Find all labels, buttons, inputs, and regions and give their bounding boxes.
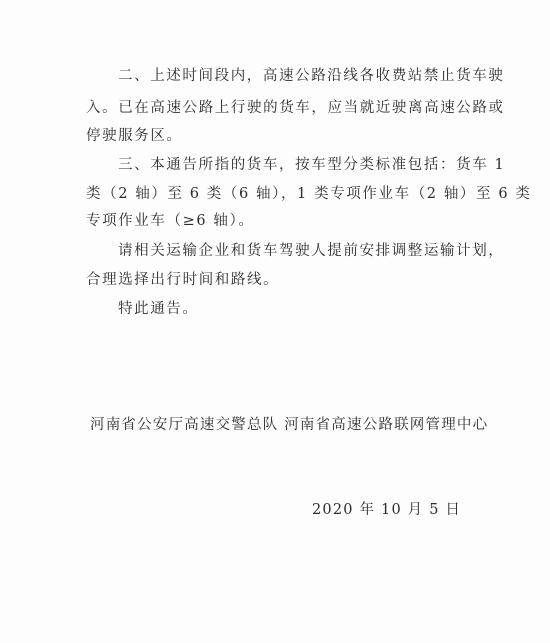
paragraph-2-line-3: 停驶服务区。 — [86, 128, 183, 144]
issue-date: 2020 年 10 月 5 日 — [312, 502, 462, 518]
paragraph-2-line-2: 入。已在高速公路上行驶的货车，应当就近驶离高速公路或 — [86, 100, 505, 116]
issuer-signature: 河南省公安厅高速交警总队 河南省高速公路联网管理中心 — [90, 417, 489, 433]
paragraph-3-line-3: 专项作业车（≥6 轴）。 — [86, 213, 255, 229]
paragraph-4-line-2: 合理选择出行时间和路线。 — [86, 272, 280, 288]
paragraph-2-line-1: 二、上述时间段内，高速公路沿线各收费站禁止货车驶 — [118, 68, 505, 84]
paragraph-4-line-1: 请相关运输企业和货车驾驶人提前安排调整运输计划， — [118, 243, 505, 259]
paragraph-3-line-2: 类（2 轴）至 6 类（6 轴），1 类专项作业车（2 轴）至 6 类 — [86, 186, 532, 202]
paragraph-3-line-1: 三、本通告所指的货车，按车型分类标准包括：货车 1 — [118, 157, 506, 173]
closing-line: 特此通告。 — [118, 301, 199, 317]
